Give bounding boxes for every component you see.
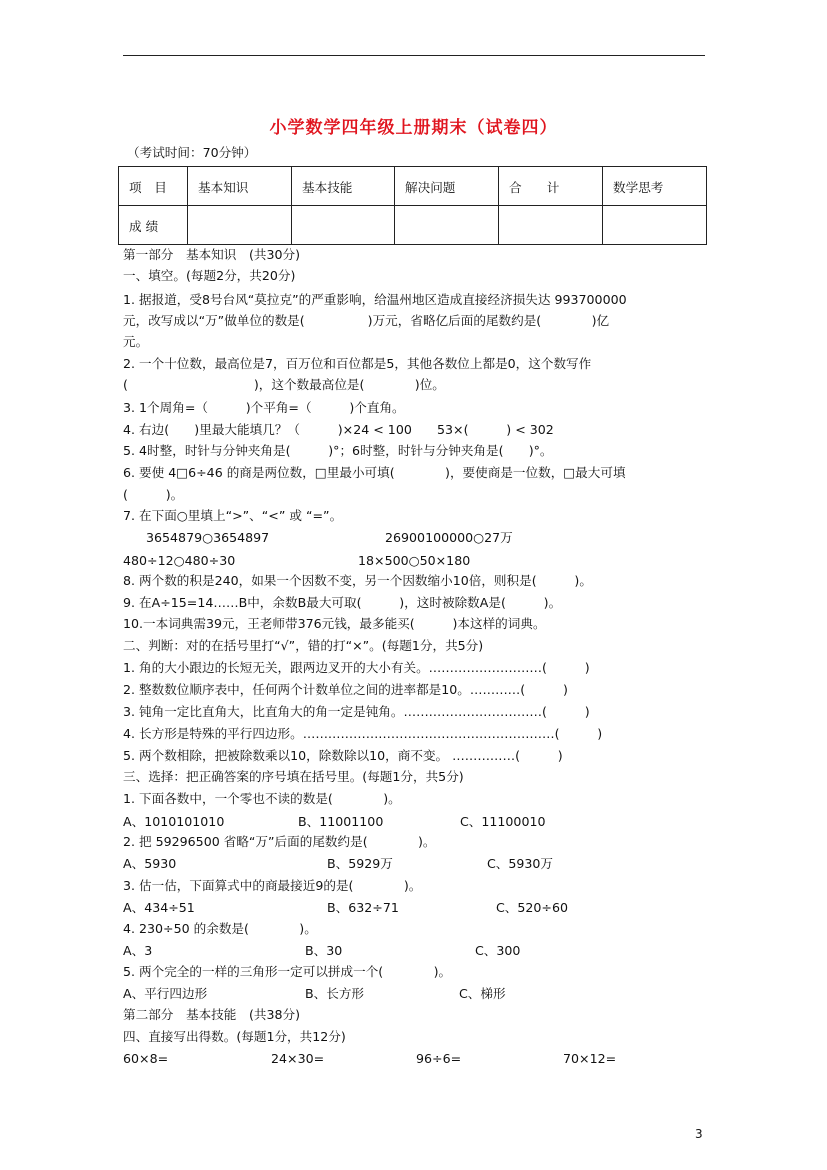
question-line: 4. 长方形是特殊的平行四边形。……………………………………………………( ) — [123, 726, 603, 741]
question-line: 9. 在A÷15=14……B中，余数B最大可取( )，这时被除数A是( )。 — [123, 595, 562, 610]
score-table — [118, 166, 707, 245]
question-heading: 四、直接写出得数。(每题1分，共12分) — [123, 1029, 346, 1044]
score-cell[interactable] — [499, 206, 603, 245]
question-line: 2. 整数数位顺序表中，任何两个计数单位之间的进率都是10。…………( ) — [123, 682, 568, 697]
table-header-cell: 数学思考 — [603, 167, 707, 206]
compare-item: 480÷12○480÷30 — [123, 553, 236, 568]
question-line: 3. 钝角一定比直角大，比直角大的角一定是钝角。……………………………( ) — [123, 704, 590, 719]
question-line: 7. 在下面○里填上“>”、“<” 或 “=”。 — [123, 508, 343, 523]
choice-option: B、30 — [305, 943, 343, 958]
table-header-cell: 基本知识 — [188, 167, 292, 206]
table-row — [119, 167, 707, 206]
question-line: 5. 两个完全的一样的三角形一定可以拼成一个( )。 — [123, 964, 452, 979]
table-header-cell: 合 计 — [499, 167, 603, 206]
exam-time: （考试时间：70分钟） — [127, 145, 257, 160]
table-header-cell: 项 目 — [119, 167, 188, 206]
question-line: 8. 两个数的积是240，如果一个因数不变，另一个因数缩小10倍，则积是( )。 — [123, 573, 592, 588]
question-line: 2. 把 59296500 省略“万”后面的尾数约是( )。 — [123, 834, 436, 849]
table-row — [119, 206, 707, 245]
question-line: 5. 两个数相除，把被除数乘以10，除数除以10，商不变。 ……………( ) — [123, 748, 563, 763]
section-heading: 第一部分 基本知识 (共30分) — [123, 247, 300, 262]
choice-option: A、5930 — [123, 856, 177, 871]
choice-option: A、1010101010 — [123, 814, 225, 829]
question-line: 元，改写成以“万”做单位的数是( )万元，省略亿后面的尾数约是( )亿 — [123, 313, 610, 328]
score-cell[interactable] — [188, 206, 292, 245]
question-line: 3. 1个周角=（ )个平角=（ )个直角。 — [123, 400, 405, 415]
question-heading: 二、判断：对的在括号里打“√”，错的打“×”。(每题1分，共5分) — [123, 638, 484, 653]
choice-option: A、434÷51 — [123, 900, 195, 915]
oral-item: 60×8= — [123, 1051, 169, 1066]
question-line: 4. 230÷50 的余数是( )。 — [123, 921, 317, 936]
oral-item: 70×12= — [563, 1051, 617, 1066]
score-cell[interactable] — [395, 206, 499, 245]
question-line: 4. 右边( )里最大能填几？（ )×24 < 100 53×( ) < 302 — [123, 422, 554, 437]
header-rule — [123, 55, 705, 56]
question-line: 1. 角的大小跟边的长短无关，跟两边叉开的大小有关。………………………( ) — [123, 660, 590, 675]
choice-option: C、5930万 — [487, 856, 554, 871]
section-heading: 第二部分 基本技能 (共38分) — [123, 1007, 300, 1022]
choice-option: C、梯形 — [459, 986, 506, 1001]
page-title: 小学数学四年级上册期末（试卷四） — [269, 118, 558, 138]
question-line: 1. 下面各数中，一个零也不读的数是( )。 — [123, 791, 401, 806]
question-heading: 一、填空。(每题2分，共20分) — [123, 268, 296, 283]
choice-option: A、平行四边形 — [123, 986, 208, 1001]
question-line: ( )，这个数最高位是( )位。 — [123, 377, 445, 392]
choice-option: B、11001100 — [298, 814, 384, 829]
question-line: 6. 要使 4□6÷46 的商是两位数，□里最小可填( )，要使商是一位数，□最大可填 — [123, 465, 626, 480]
choice-option: C、300 — [475, 943, 521, 958]
score-cell[interactable] — [603, 206, 707, 245]
compare-item: 3654879○3654897 — [146, 530, 270, 545]
compare-item: 26900100000○27万 — [385, 530, 513, 545]
table-row-label: 成 绩 — [119, 206, 188, 245]
question-line: 3. 估一估，下面算式中的商最接近9的是( )。 — [123, 878, 422, 893]
page-number: 3 — [695, 1127, 703, 1141]
question-line: 10.一本词典需39元，王老师带376元钱，最多能买( )本这样的词典。 — [123, 616, 546, 631]
choice-option: B、5929万 — [327, 856, 393, 871]
choice-option: C、11100010 — [460, 814, 546, 829]
oral-item: 96÷6= — [416, 1051, 462, 1066]
oral-item: 24×30= — [271, 1051, 325, 1066]
choice-option: B、632÷71 — [327, 900, 399, 915]
question-line: ( )。 — [123, 487, 184, 502]
choice-option: A、3 — [123, 943, 153, 958]
question-heading: 三、选择：把正确答案的序号填在括号里。(每题1分，共5分) — [123, 769, 464, 784]
table-header-cell: 解决问题 — [395, 167, 499, 206]
table-header-cell: 基本技能 — [292, 167, 395, 206]
choice-option: C、520÷60 — [496, 900, 569, 915]
question-line: 5. 4时整，时针与分钟夹角是( )°；6时整，时针与分钟夹角是( )°。 — [123, 443, 553, 458]
question-line: 2. 一个十位数，最高位是7，百万位和百位都是5，其他各数位上都是0，这个数写作 — [123, 356, 592, 371]
compare-item: 18×500○50×180 — [358, 553, 471, 568]
question-line: 1. 据报道，受8号台风“莫拉克”的严重影响，给温州地区造成直接经济损失达 993700000 — [123, 292, 627, 307]
question-line: 元。 — [123, 334, 149, 349]
score-cell[interactable] — [292, 206, 395, 245]
choice-option: B、长方形 — [305, 986, 365, 1001]
